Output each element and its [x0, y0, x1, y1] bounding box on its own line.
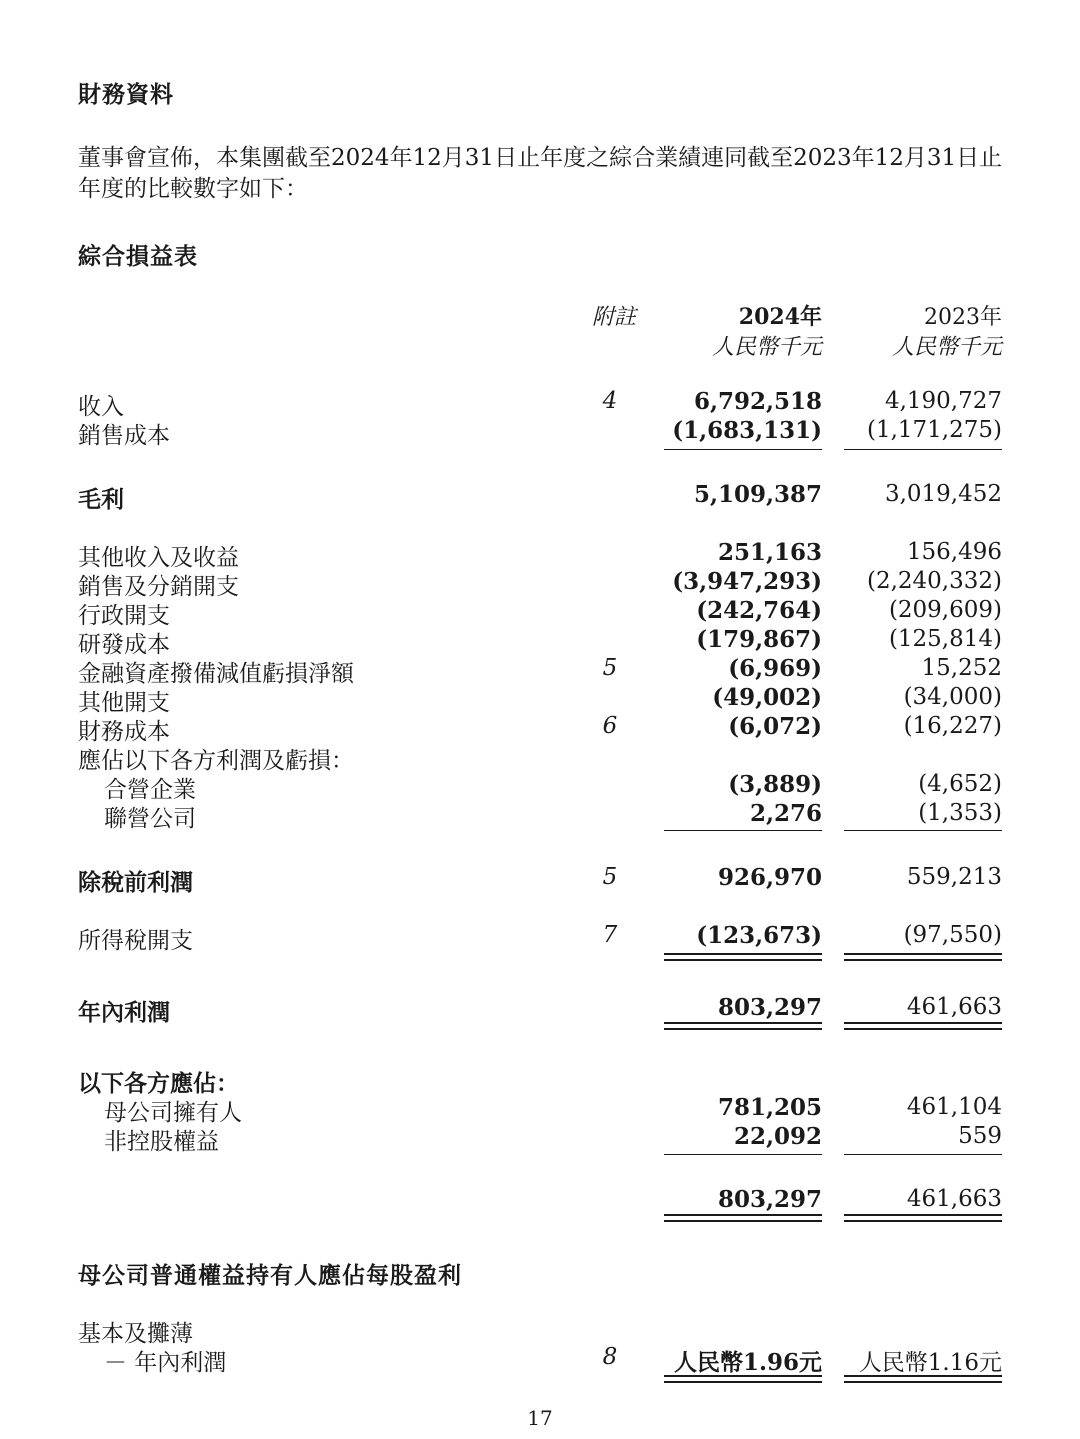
value-2023: (125,814)	[888, 626, 1002, 652]
value-2024: (179,867)	[696, 626, 822, 653]
double-rule-2024	[664, 953, 822, 961]
table-row-associates	[0, 800, 1080, 832]
row-label: 其他收入及收益	[78, 545, 239, 571]
table-row-cost-of-sales	[0, 417, 1080, 449]
table-row-profit-before-tax	[0, 864, 1080, 896]
table-row-revenue	[0, 388, 1080, 420]
row-label: 基本及攤薄	[78, 1321, 193, 1347]
value-2024: 251,163	[717, 539, 822, 566]
value-2024: (1,683,131)	[672, 417, 822, 444]
row-label: － 年內利潤	[104, 1350, 227, 1376]
double-rule-2023	[844, 1022, 1002, 1030]
row-note: 8	[602, 1344, 618, 1370]
value-2023: (1,353)	[918, 800, 1002, 826]
row-label: 收入	[78, 394, 124, 420]
table-row-admin-expenses	[0, 597, 1080, 629]
row-label: 年內利潤	[78, 1000, 170, 1026]
value-2023: 461,663	[906, 994, 1002, 1020]
row-label: 毛利	[78, 487, 124, 513]
value-2024: 803,297	[717, 994, 822, 1021]
subtotal-rule-2024	[664, 830, 822, 831]
value-2024: (123,673)	[696, 922, 822, 949]
value-2023: (4,652)	[918, 771, 1002, 797]
table-row-owners-of-parent	[0, 1094, 1080, 1126]
eps-title: 母公司普通權益持有人應佔每股盈利	[78, 1263, 462, 1289]
row-note: 5	[602, 655, 618, 681]
table-row-gross-profit	[0, 481, 1080, 513]
value-2023: 人民幣1.16元	[858, 1350, 1002, 1376]
row-note: 7	[602, 922, 618, 948]
value-2024: 926,970	[717, 864, 822, 891]
row-note: 5	[602, 864, 618, 890]
value-2023: (2,240,332)	[866, 568, 1002, 594]
subtotal-rule-2024	[664, 449, 822, 450]
statement-title: 綜合損益表	[78, 244, 198, 270]
row-label: 所得稅開支	[78, 928, 193, 954]
table-row-finance-costs	[0, 713, 1080, 745]
row-label: 合營企業	[104, 777, 196, 803]
value-2024: 22,092	[733, 1123, 822, 1150]
value-2024: 2,276	[749, 800, 822, 827]
row-label: 銷售及分銷開支	[78, 574, 239, 600]
row-label: 金融資產撥備減值虧損淨額	[78, 661, 354, 687]
value-2024: 人民幣1.96元	[673, 1349, 822, 1376]
unit-2023-header: 人民幣千元	[891, 335, 1002, 360]
value-2023: 559,213	[906, 864, 1002, 890]
value-2023: (16,227)	[903, 713, 1002, 739]
value-2023: (1,171,275)	[866, 417, 1002, 443]
row-label: 非控股權益	[104, 1129, 219, 1155]
value-2023: 559	[958, 1123, 1002, 1149]
row-note: 6	[602, 713, 618, 739]
table-row-other-income	[0, 539, 1080, 571]
table-row-basic-diluted	[0, 1315, 1080, 1347]
value-2023: 156,496	[906, 539, 1002, 565]
subtotal-rule-2023	[844, 830, 1002, 831]
double-rule-2023	[844, 953, 1002, 961]
row-label: 聯營公司	[104, 806, 196, 832]
table-row-profit-for-year	[0, 994, 1080, 1026]
value-2024: (49,002)	[712, 684, 822, 711]
table-row-impairment	[0, 655, 1080, 687]
row-label: 行政開支	[78, 603, 170, 629]
row-label: 其他開支	[78, 690, 170, 716]
subtotal-rule-2023	[844, 1154, 1002, 1155]
double-rule-2023	[844, 1375, 1002, 1383]
year-2024-header: 2024年	[738, 304, 822, 330]
value-2023: (34,000)	[903, 684, 1002, 710]
double-rule-2024	[664, 1022, 822, 1030]
table-row-other-expenses	[0, 684, 1080, 716]
table-row-total	[0, 1186, 1080, 1215]
row-label: 以下各方應佔：	[78, 1071, 239, 1097]
row-label: 母公司擁有人	[104, 1100, 242, 1126]
table-row-joint-ventures	[0, 771, 1080, 803]
value-2024: (3,889)	[728, 771, 822, 798]
value-2023: (209,609)	[888, 597, 1002, 623]
table-row-attributable-to	[0, 1065, 1080, 1097]
value-2024: 6,792,518	[693, 388, 822, 415]
value-2023: 461,663	[906, 1186, 1002, 1212]
year-2023-header: 2023年	[924, 305, 1002, 330]
unit-2024-header: 人民幣千元	[711, 335, 822, 360]
value-2023: 15,252	[921, 655, 1002, 681]
row-label: 研發成本	[78, 632, 170, 658]
table-row-share-of-profits	[0, 742, 1080, 774]
double-rule-2024	[664, 1375, 822, 1383]
table-row-eps-profit	[0, 1344, 1080, 1376]
row-note: 4	[602, 388, 618, 414]
value-2023: 461,104	[906, 1094, 1002, 1120]
table-row-income-tax	[0, 922, 1080, 954]
value-2024: (6,969)	[728, 655, 822, 682]
value-2023: 4,190,727	[884, 388, 1002, 414]
value-2024: 781,205	[717, 1094, 822, 1121]
row-label: 應佔以下各方利潤及虧損：	[78, 748, 354, 774]
table-row-non-controlling	[0, 1123, 1080, 1155]
double-rule-2024	[664, 1214, 822, 1222]
row-label: 除稅前利潤	[78, 870, 193, 896]
value-2023: 3,019,452	[884, 481, 1002, 507]
double-rule-2023	[844, 1214, 1002, 1222]
note-column-header: 附註	[591, 305, 636, 330]
table-row-selling-expenses	[0, 568, 1080, 600]
table-row-rnd-costs	[0, 626, 1080, 658]
intro-paragraph: 董事會宣佈，本集團截至2024年12月31日止年度之綜合業績連同截至2023年12月31日止年度的比較數字如下：	[78, 145, 1003, 202]
value-2023: (97,550)	[903, 922, 1002, 948]
section-title: 財務資料	[78, 82, 174, 108]
value-2024: 5,109,387	[693, 481, 822, 508]
page-number: 17	[527, 1406, 553, 1430]
value-2024: (3,947,293)	[672, 568, 822, 595]
subtotal-rule-2024	[664, 1154, 822, 1155]
subtotal-rule-2023	[844, 449, 1002, 450]
row-label: 財務成本	[78, 719, 170, 745]
row-label: 銷售成本	[78, 423, 170, 449]
value-2024: (242,764)	[696, 597, 822, 624]
value-2024: 803,297	[717, 1186, 822, 1213]
value-2024: (6,072)	[728, 713, 822, 740]
